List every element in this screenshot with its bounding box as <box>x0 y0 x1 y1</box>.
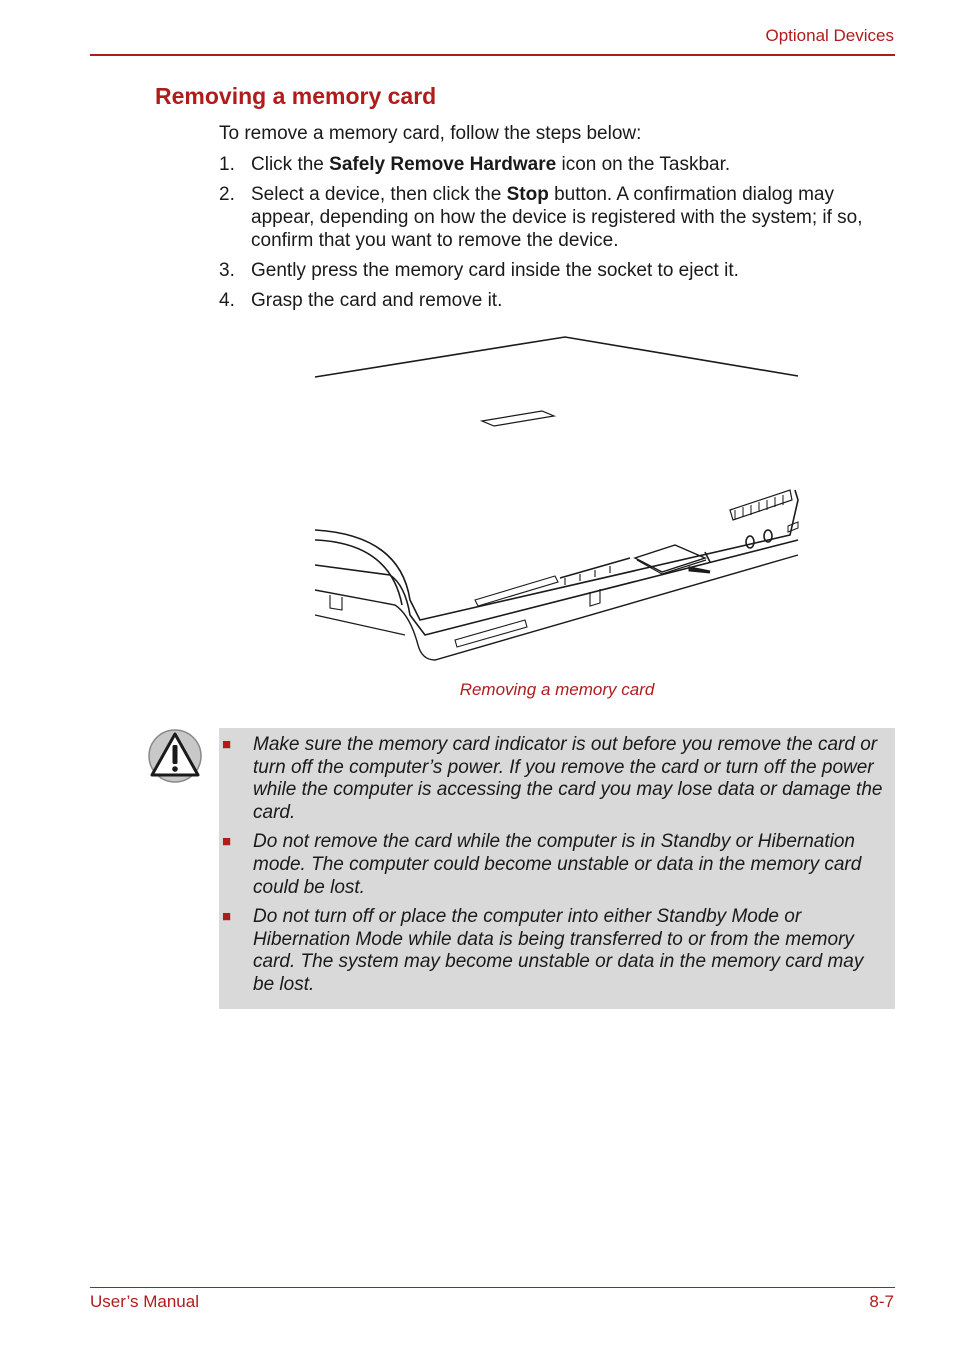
header-rule <box>90 54 895 56</box>
laptop-memory-card-illustration <box>310 330 805 670</box>
step-item <box>219 289 894 312</box>
warning-text: Do not turn off or place the computer into either Standby Mode or Hibernation Mode while data is being transferred to or from the memory card. The system may become unstable or data in the memory card may be lost. <box>253 906 864 995</box>
step-item <box>219 183 894 252</box>
bullet-marker: ■ <box>222 833 232 851</box>
step-text: Gently press the memory card inside the socket to eject it. <box>251 260 739 281</box>
step-item <box>219 259 894 282</box>
steps-list <box>219 153 894 319</box>
warning-item <box>219 734 889 824</box>
warning-text: Make sure the memory card indicator is out before you remove the card or turn off the computer’s power. If you remove the card or turn off the power while the computer is accessing the card you may lose data or damage the card. <box>253 734 883 823</box>
warning-text: Do not remove the card while the computer is in Standby or Hibernation mode. The computer could become unstable or data in the memory card could be lost. <box>253 831 862 898</box>
warning-icon <box>147 728 203 784</box>
step-text: Grasp the card and remove it. <box>251 290 503 311</box>
bullet-marker: ■ <box>222 736 232 753</box>
step-number: 3. <box>219 260 235 281</box>
step-text: Click the Safely Remove Hardware icon on the Taskbar. <box>251 154 731 175</box>
warning-box <box>219 728 895 1009</box>
intro-text: To remove a memory card, follow the steps below: <box>219 123 642 144</box>
page-number: 8-7 <box>869 1292 894 1311</box>
step-number: 4. <box>219 290 235 311</box>
step-text: Select a device, then click the Stop button. A confirmation dialog may appear, depending on how the device is registered with the system; if so, confirm that you want to remove the device. <box>251 184 863 251</box>
warning-item <box>219 831 889 899</box>
bullet-marker: ■ <box>222 908 232 926</box>
section-title: Removing a memory card <box>155 83 437 109</box>
running-header: Optional Devices <box>765 26 894 45</box>
warning-item <box>219 906 889 996</box>
footer-manual-title: User’s Manual <box>90 1292 199 1311</box>
emphasis-stop: Stop <box>506 184 549 205</box>
footer-rule <box>90 1287 895 1288</box>
step-number: 1. <box>219 154 235 175</box>
figure-caption: Removing a memory card <box>459 680 655 699</box>
step-item <box>219 153 894 176</box>
step-number: 2. <box>219 184 235 205</box>
emphasis-safely-remove-hardware: Safely Remove Hardware <box>329 154 557 175</box>
